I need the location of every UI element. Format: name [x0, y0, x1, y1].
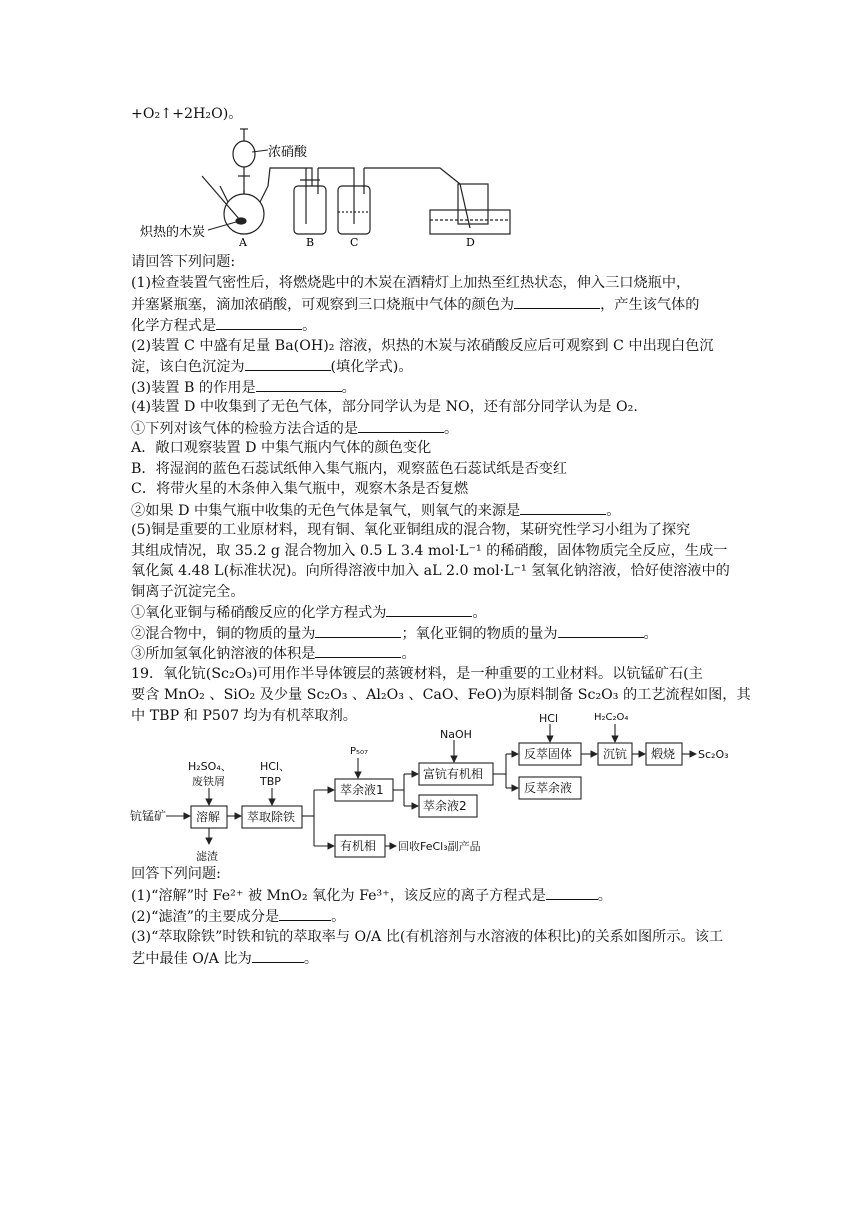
q18-p2b: 淀，该白色沉淀为 (填化学式)。 — [131, 356, 413, 377]
label-a: A — [239, 236, 247, 249]
q19-s1: (1)“溶解”时 Fe²⁺ 被 MnO₂ 氧化为 Fe³⁺，该反应的离子方程式是 。 — [131, 885, 612, 906]
flow-residue: 滤渣 — [196, 850, 218, 863]
apparatus-diagram — [140, 124, 530, 250]
three-neck-flask — [224, 194, 264, 234]
flow-back-raffinate: 反萃余液 — [524, 781, 573, 795]
flow-step-dissolve: 溶解 — [196, 810, 221, 824]
q18-p5c: 氧化氮 4.48 L(标准状况)。向所得溶液中加入 aL 2.0 mol·L⁻¹ 氢氧化钠溶液，恰好使溶液中的 — [131, 563, 730, 579]
label-b: B — [306, 236, 315, 249]
label-d: D — [466, 236, 475, 249]
flow-reagent-2a: HCl、 — [260, 760, 291, 773]
q18-p1c: 化学方程式是 。 — [131, 315, 316, 336]
flow-reagent-4: NaOH — [440, 728, 472, 741]
flow-rich-organic: 富钪有机相 — [423, 767, 484, 781]
option-c: C．将带火星的木条伸入集气瓶中，观察木条是否复燃 — [131, 481, 469, 497]
flow-input: 钪锰矿 — [130, 809, 167, 823]
flow-precipitate: 沉钪 — [603, 747, 628, 761]
gas-collecting-bottle — [458, 184, 488, 224]
q18-p1b: 并塞紧瓶塞，滴加浓硝酸，可观察到三口烧瓶中气体的颜色为 ，产生该气体的 — [131, 294, 699, 315]
label-hot-carbon: 炽热的木炭 — [140, 225, 206, 240]
q18-p4: (4)装置 D 中收集到了无色气体，部分同学认为是 NO，还有部分同学认为是 O₂. — [131, 399, 638, 415]
process-flowchart — [128, 710, 740, 870]
q18-intro: 请回答下列问题: — [131, 254, 236, 270]
q18-p5-3: ③所加氢氧化钠溶液的体积是 。 — [131, 643, 416, 664]
flow-product: Sc₂O₃ — [698, 748, 729, 761]
water-trough — [430, 210, 510, 234]
q19-line2: 要含 MnO₂ 、SiO₂ 及少量 Sc₂O₃ 、Al₂O₃ 、CaO、FeO)为原料制备 Sc₂O₃ 的工艺流程如图，其 — [131, 687, 751, 703]
label-conc-nitric-acid: 浓硝酸 — [268, 145, 308, 160]
q19-line3: 中 TBP 和 P507 均为有机萃取剂。 — [131, 708, 357, 724]
q18-p4-2: ②如果 D 中集气瓶中收集的无色气体是氧气，则氧气的来源是 。 — [131, 500, 620, 521]
q19-s3b: 艺中最佳 O/A 比为 。 — [131, 948, 318, 969]
q19-ask: 回答下列问题: — [131, 866, 221, 882]
flow-reagent-3: P₅₀₇ — [350, 746, 369, 757]
q18-p5a: (5)铜是重要的工业原材料，现有铜、氧化亚铜组成的混合物，某研究性学习小组为了探究 — [131, 522, 691, 538]
bottle-b — [294, 186, 326, 234]
separatory-funnel — [233, 141, 255, 167]
q18-p5d: 铜离子沉淀完全。 — [131, 584, 245, 600]
q19-s2: (2)“滤渣”的主要成分是 。 — [131, 906, 345, 927]
q18-p4-1: ①下列对该气体的检验方法合适的是 。 — [131, 418, 458, 439]
option-a: A．敞口观察装置 D 中集气瓶内气体的颜色变化 — [131, 440, 432, 456]
equation-tail: +O₂↑+2H₂O)。 — [131, 106, 243, 122]
flow-organic: 有机相 — [340, 839, 377, 853]
flow-reagent-6: H₂C₂O₄ — [594, 712, 629, 723]
q18-p5b: 其组成情况，取 35.2 g 混合物加入 0.5 L 3.4 mol·L⁻¹ 的稀硝酸，固体物质完全反应，生成一 — [131, 543, 728, 559]
q18-p2a: (2)装置 C 中盛有足量 Ba(OH)₂ 溶液，炽热的木炭与浓硝酸反应后可观察到 C 中出现白色沉 — [131, 338, 714, 354]
q18-p5-1: ①氧化亚铜与稀硝酸反应的化学方程式为 。 — [131, 602, 487, 623]
flow-raffinate-1: 萃余液1 — [340, 783, 384, 797]
label-c: C — [350, 236, 359, 249]
q18-p3: (3)装置 B 的作用是 。 — [131, 377, 356, 398]
flow-reagent-5: HCl — [539, 712, 559, 725]
q19-line1: 19．氧化钪(Sc₂O₃)可用作半导体镀层的蒸镀材料，是一种重要的工业材料。以钪锰矿石(主 — [131, 666, 703, 682]
flow-reagent-1a: H₂SO₄、 — [188, 760, 232, 773]
q19-s3a: (3)“萃取除铁”时铁和钪的萃取率与 O/A 比(有机溶剂与水溶液的体积比)的关系如图所示。该工 — [131, 929, 724, 945]
flow-reagent-1b: 废铁屑 — [192, 775, 225, 788]
flow-recover: 回收FeCl₃副产品 — [398, 840, 481, 853]
option-b: B．将湿润的蓝色石蕊试纸伸入集气瓶内，观察蓝色石蕊试纸是否变红 — [131, 461, 568, 477]
q18-p1a: (1)检查装置气密性后，将燃烧匙中的木炭在酒精灯上加热至红热状态，伸入三口烧瓶中， — [131, 275, 691, 291]
q18-p5-2: ②混合物中，铜的物质的量为 ；氧化亚铜的物质的量为 。 — [131, 623, 658, 644]
flow-raffinate-2: 萃余液2 — [423, 799, 467, 813]
flow-back-solid: 反萃固体 — [524, 747, 573, 761]
flow-reagent-2b: TBP — [260, 775, 281, 788]
flow-step-extract: 萃取除铁 — [247, 810, 296, 824]
flow-calcine: 煅烧 — [651, 747, 676, 761]
